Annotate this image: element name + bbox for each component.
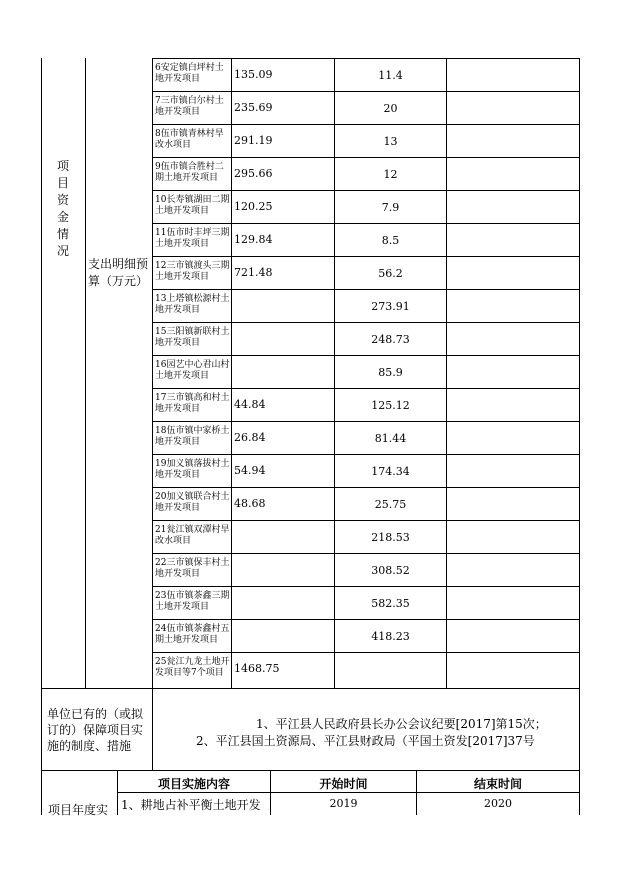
row-line [152, 124, 580, 125]
amount-col2: 582.35 [371, 597, 410, 610]
safeguard-label: 单位已有的（或拟订的）保障项目实施的制度、措施 [47, 707, 144, 753]
row-line [152, 190, 580, 191]
amount-col2: 418.23 [371, 630, 410, 643]
amount-col2: 81.44 [374, 432, 407, 445]
project-name: 17三市镇高和村土地开发项目 [155, 393, 230, 414]
amount-col2: 12 [383, 168, 398, 181]
amount-col1: 291.19 [234, 134, 273, 147]
row-line [152, 256, 580, 257]
row-line [152, 652, 580, 653]
amount-col1: 295.66 [234, 167, 273, 180]
amount-col2: 273.91 [371, 300, 410, 313]
amount-col1: 26.84 [234, 431, 266, 444]
row-line [152, 487, 580, 488]
row-line [152, 355, 580, 356]
amount-col2: 308.52 [371, 564, 410, 577]
funds-label-divider [85, 58, 86, 688]
project-name: 19加义镇落拔村土地开发项目 [155, 459, 230, 480]
amount-col2: 7.9 [381, 201, 400, 214]
amount-col2: 20 [383, 102, 398, 115]
amount-col2: 13 [383, 135, 398, 148]
annual-row-start: 2019 [329, 797, 358, 810]
amount-col1: 120.25 [234, 200, 273, 213]
row-line [152, 58, 580, 59]
row-line [152, 289, 580, 290]
project-name: 16园艺中心君山村土地开发项目 [155, 360, 230, 381]
amount-col2: 174.34 [371, 465, 410, 478]
project-name: 24伍市镇茶鑫村五期土地开发项目 [155, 624, 230, 645]
row-line [152, 223, 580, 224]
amount-col2: 11.4 [378, 69, 403, 82]
row-line [152, 553, 580, 554]
amount-col2: 8.5 [381, 234, 400, 247]
annual-label: 项目年度实 [48, 803, 109, 817]
project-name: 22三市镇保丰村土地开发项目 [155, 558, 230, 579]
col2-divider [446, 58, 447, 688]
project-name: 15三阳镇新联村土地开发项目 [155, 327, 230, 348]
annual-header-end: 结束时间 [473, 777, 522, 791]
row-line [152, 388, 580, 389]
amount-col2: 125.12 [371, 399, 410, 412]
amount-col2: 218.53 [371, 531, 410, 544]
row-line [152, 586, 580, 587]
project-name: 12三市镇渡头三期土地开发项目 [155, 261, 230, 282]
project-name: 11伍市时丰坪三期土地开发项目 [155, 228, 230, 249]
annual-header-start: 开始时间 [319, 777, 368, 791]
safeguard-divider [152, 688, 153, 770]
amount-col1: 54.94 [234, 464, 266, 477]
funds-section-label: 项目资金情况 [56, 159, 69, 258]
annual-row-content: 1、耕地占补平衡土地开发 [121, 798, 261, 812]
row-line [152, 454, 580, 455]
row-line [152, 322, 580, 323]
project-name: 13上塔镇松源村土地开发项目 [155, 294, 230, 315]
annual-header-line [117, 792, 580, 793]
amount-col1: 235.69 [234, 101, 273, 114]
funds-bottom-line [41, 688, 580, 689]
project-name: 20加义镇联合村土地开发项目 [155, 492, 230, 513]
detail-label-divider [152, 58, 153, 688]
project-name: 23伍市镇茶鑫三期土地开发项目 [155, 591, 230, 612]
safeguard-line-1: 1、平江县人民政府县长办公会议纪要[2017]第15次； [256, 717, 547, 731]
project-name: 9伍市镇合胜村二期土地开发项目 [155, 162, 224, 183]
table-right-border [579, 58, 580, 815]
amount-col1: 1468.75 [234, 662, 280, 675]
name-col-divider [231, 58, 232, 688]
row-line [152, 421, 580, 422]
amount-col1: 135.09 [234, 68, 273, 81]
amount-col1: 44.84 [234, 398, 266, 411]
amount-col2: 85.9 [378, 366, 403, 379]
project-name: 18伍市镇中家桥土地开发项目 [155, 426, 230, 447]
row-line [152, 157, 580, 158]
amount-col2: 56.2 [378, 267, 403, 280]
detail-budget-label-text: 支出明细预算（万元） [88, 257, 149, 288]
amount-col2: 25.75 [374, 498, 407, 511]
amount-col2: 248.73 [371, 333, 410, 346]
amount-col1: 129.84 [234, 233, 273, 246]
row-line [152, 619, 580, 620]
project-name: 8伍市镇青林村旱改水项目 [155, 129, 224, 150]
project-name: 25瓮江九龙土地开发项目等7个项目 [155, 657, 230, 678]
amount-col1: 721.48 [234, 266, 273, 279]
safeguard-line-2: 2、平江县国土资源局、平江县财政局（平国土资发[2017]37号 [196, 734, 535, 748]
table-left-border [41, 58, 42, 815]
project-name: 10长寿镇湖田二期土地开发项目 [155, 195, 230, 216]
project-name: 7三市镇白尔村土地开发项目 [155, 96, 224, 117]
amount-col1: 48.68 [234, 497, 266, 510]
row-line [152, 91, 580, 92]
row-line [152, 520, 580, 521]
annual-header-content: 项目实施内容 [157, 777, 230, 791]
detail-budget-label [88, 256, 152, 290]
project-name: 21瓮江镇双潭村旱改水项目 [155, 525, 230, 546]
project-name: 6安定镇白坪村土地开发项目 [155, 63, 224, 84]
safeguard-bottom-line [41, 770, 580, 771]
annual-row-end: 2020 [484, 797, 512, 810]
